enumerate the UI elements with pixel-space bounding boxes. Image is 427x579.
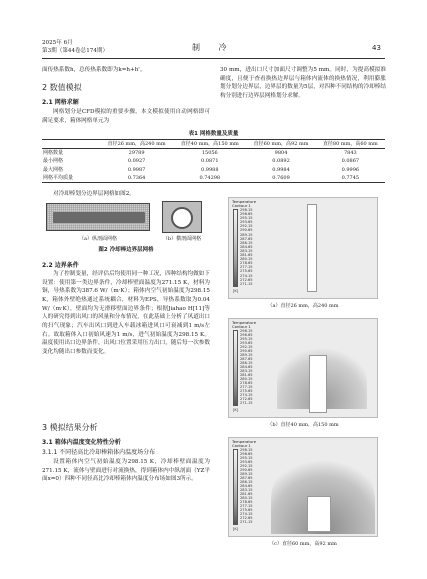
- header-rule: [42, 58, 385, 59]
- legend-value: 286.15: [240, 480, 253, 484]
- legend-value: 274.15: [240, 393, 253, 397]
- legend-value: 296.65: [240, 333, 253, 337]
- section-3-title: 3 模拟结果分析: [42, 423, 98, 432]
- table-cell: 0.9988: [201, 166, 219, 173]
- legend-value: 293.65: [240, 341, 253, 345]
- legend-value: 277.15: [240, 265, 253, 270]
- legend-values-b: [240, 329, 253, 405]
- legend-value: 278.65: [240, 381, 253, 385]
- temperature-contour-a: [228, 197, 378, 299]
- table-row: [42, 166, 385, 174]
- table-cell: 29789: [128, 150, 145, 157]
- header-issue: 第3期（第44卷总174期）: [42, 48, 109, 54]
- cooling-rod-shape: [307, 496, 331, 532]
- legend-value: 281.65: [240, 373, 253, 377]
- legend-value: 275.65: [240, 389, 253, 393]
- section-3-1-title: 3.1 箱体内温度变化特性分析: [42, 439, 121, 446]
- legend-color-bar: [233, 330, 238, 406]
- legend-value: 290.65: [240, 228, 253, 233]
- table-cell: 0.9996: [341, 166, 360, 173]
- legend-value: 277.15: [240, 504, 253, 508]
- legend-value: 286.15: [240, 240, 253, 245]
- legend-value: 278.65: [240, 261, 253, 266]
- legend-value: 296.65: [240, 212, 253, 217]
- table-header: 直径26 mm，高240 mm: [107, 141, 166, 147]
- section-2-2-text: 为了控制变量，经评估后均使用同一种工况，四种结构均做如下设置：使用第一类边界条件，冷却棒壁面温度为271.15 K，材料为铜，导热系数为387.6 W/（m·K）；箱体内空气初始温度为298.15 K，箱体外壁绝热通过系统耦合，材料为EPS，导热系数取为0.04 W/（m·K），壁面均为无滑移壁面边界条件；根据Jiahao H[11]等人的研究得到出风口的风量和分布情况，在此基础上分析了风道出口的扫气现象；汽车出风口到进入车载冰箱进风口可衰减到1 m/s左右。故取箱体入口初始风速为1 m/s，进气初始温度为298.15 K。温度使用出口边界条件，出风口位置采用压力出口，随后每一次参数变化均随出口参数而变化。: [42, 271, 210, 355]
- section-2-1-text: 网格划分是CFD模拟的重要步骤，本文模拟使用自动网格即可满足要求，箱体网格单元为: [42, 109, 210, 124]
- legend-unit: [K]: [233, 289, 239, 293]
- legend-value: 280.15: [240, 257, 253, 262]
- legend-title: Temperature Contour 1: [232, 199, 257, 209]
- legend-value: 289.15: [240, 472, 253, 476]
- table-cell: 0.0867: [341, 158, 360, 165]
- legend-value: 287.65: [240, 357, 253, 361]
- table-cell: 0.7609: [272, 174, 290, 181]
- legend-value: 274.15: [240, 512, 253, 516]
- legend-value: 272.65: [240, 516, 253, 520]
- legend-values-a: [240, 208, 253, 286]
- section-2-1-title: 2.1 网格求解: [42, 99, 79, 106]
- legend-value: 298.15: [240, 208, 253, 212]
- legend-value: 290.65: [240, 468, 253, 472]
- cross-section-mesh-image: [162, 201, 202, 233]
- table-cell: 最小网格: [43, 158, 64, 165]
- legend-value: 271.15: [240, 520, 253, 524]
- table-cell: 0.9987: [127, 166, 146, 173]
- table-cell: 0.7364: [127, 174, 146, 181]
- table-cell: 9804: [274, 150, 288, 157]
- fig2b-caption: （b）横剖面网格: [162, 236, 202, 242]
- legend-value: 295.15: [240, 216, 253, 221]
- legend-value: 293.65: [240, 460, 253, 464]
- table-cell: 0.0927: [127, 158, 146, 165]
- legend-value: 283.15: [240, 369, 253, 373]
- table-cell: 网格平均质量: [43, 174, 74, 181]
- page-number: 43: [372, 44, 381, 52]
- table-caption: 表1 网格数量及质量: [188, 131, 239, 137]
- legend-value: 278.65: [240, 500, 253, 504]
- legend-value: 290.65: [240, 349, 253, 353]
- legend-value: 283.15: [240, 488, 253, 492]
- legend-value: 280.15: [240, 496, 253, 500]
- section-3-1-1-text: 设置箱体内空气初始温度为298.15 K，冷却棒壁面温度为271.15 K，流体与壁面进行对流换热，得到箱体内中纵剖面（YZ平面x=0）四种不同径高比冷却棒箱体内温度分布场如图3所示。: [42, 459, 210, 483]
- legend-value: 289.15: [240, 353, 253, 357]
- legend-value: 292.15: [240, 464, 253, 468]
- legend-value: 284.65: [240, 484, 253, 488]
- table-cell: 最大网格: [43, 166, 64, 173]
- table-cell: 网格数量: [43, 150, 64, 157]
- temperature-contour-c: [228, 437, 378, 537]
- legend-value: 284.65: [240, 244, 253, 249]
- legend-value: 286.15: [240, 361, 253, 365]
- legend-value: 280.15: [240, 377, 253, 381]
- legend-value: 292.15: [240, 345, 253, 349]
- legend-value: 272.65: [240, 277, 253, 282]
- legend-value: 271.15: [240, 281, 253, 286]
- right-top-text: 30 mm，进出口尺寸加面尺寸调整为5 mm。同时，为提高模拟准确度，且便于查看换热边界层与箱体内流体的换热情况，利用膨胀划分划分边界层，边界层的数量为5层，对四种不同结构的冷却棒结构分别进行边界层网格划分求解。: [220, 67, 386, 99]
- legend-title: Temperature Contour 1: [232, 320, 257, 330]
- legend-values-c: [240, 448, 253, 524]
- legend-value: 275.65: [240, 508, 253, 512]
- legend-value: 287.65: [240, 236, 253, 241]
- legend-color-bar: [233, 209, 238, 287]
- legend-unit: [K]: [233, 527, 239, 531]
- table-header: 直径60 mm，高92 mm: [253, 141, 309, 147]
- legend-value: 296.65: [240, 452, 253, 456]
- section-2-2-title: 2.2 边界条件: [42, 262, 79, 269]
- section-2-title: 2 数值模拟: [42, 83, 82, 92]
- legend-value: 275.65: [240, 269, 253, 274]
- legend-value: 295.15: [240, 456, 253, 460]
- legend-value: 271.15: [240, 401, 253, 405]
- fig3c-caption: （c）直径60 mm，高92 mm: [269, 541, 337, 547]
- legend-value: 281.65: [240, 253, 253, 258]
- longitudinal-mesh-image: [46, 203, 150, 231]
- legend-value: 298.15: [240, 448, 253, 452]
- legend-title: Temperature Contour 1: [232, 439, 257, 449]
- journal-name: 制 冷: [192, 43, 235, 52]
- legend-value: 272.65: [240, 397, 253, 401]
- table-cell: 15056: [201, 150, 218, 157]
- legend-value: 284.65: [240, 365, 253, 369]
- legend-value: 293.65: [240, 220, 253, 225]
- table-cell: 0.7745: [341, 174, 360, 181]
- cooling-rod-shape: [309, 355, 327, 413]
- intro-text: 面传热系数h，总传热系数即为k=h+h'。: [42, 67, 146, 73]
- legend-value: 292.15: [240, 224, 253, 229]
- legend-value: 295.15: [240, 337, 253, 341]
- legend-value: 289.15: [240, 232, 253, 237]
- temperature-contour-b: [228, 318, 378, 418]
- legend-value: 283.15: [240, 248, 253, 253]
- table-cell: 0.74298: [199, 174, 221, 181]
- header-date: 2025年 6月: [42, 40, 73, 46]
- fig3a-caption: （a）直径26 mm，高240 mm: [267, 303, 339, 309]
- table-cell: 7843: [343, 150, 357, 157]
- legend-value: 277.15: [240, 385, 253, 389]
- legend-value: 281.65: [240, 492, 253, 496]
- table-header: [42, 140, 100, 149]
- legend-value: 298.15: [240, 329, 253, 333]
- table-cell: 0.0871: [201, 158, 219, 165]
- cooling-rod-shape: [307, 204, 317, 292]
- fig2-intro: 对冷却棒划分边界层网格如图2。: [53, 191, 135, 197]
- fig2-caption: 图2 冷却棒边界层网格: [98, 247, 154, 253]
- legend-unit: [K]: [233, 408, 239, 412]
- fig3b-caption: （b）直径40 mm，高150 mm: [267, 422, 339, 428]
- table-cell: 0.0892: [272, 158, 290, 165]
- table-row: [42, 149, 385, 158]
- table-header: 直径80 mm，高60 mm: [322, 141, 378, 147]
- legend-color-bar: [233, 449, 238, 525]
- legend-value: 274.15: [240, 273, 253, 278]
- table-row: [42, 174, 385, 183]
- table-header: 直径40 mm，高150 mm: [180, 141, 239, 147]
- legend-value: 287.65: [240, 476, 253, 480]
- mesh-table: [42, 139, 385, 183]
- fig2a-caption: （a）纵剖面网格: [79, 236, 117, 242]
- table-row: [42, 157, 385, 165]
- section-3-1-1-title: 3.1.1 不同径高比冷却棒箱体内温度场分布: [42, 449, 156, 456]
- table-cell: 0.9984: [272, 166, 290, 173]
